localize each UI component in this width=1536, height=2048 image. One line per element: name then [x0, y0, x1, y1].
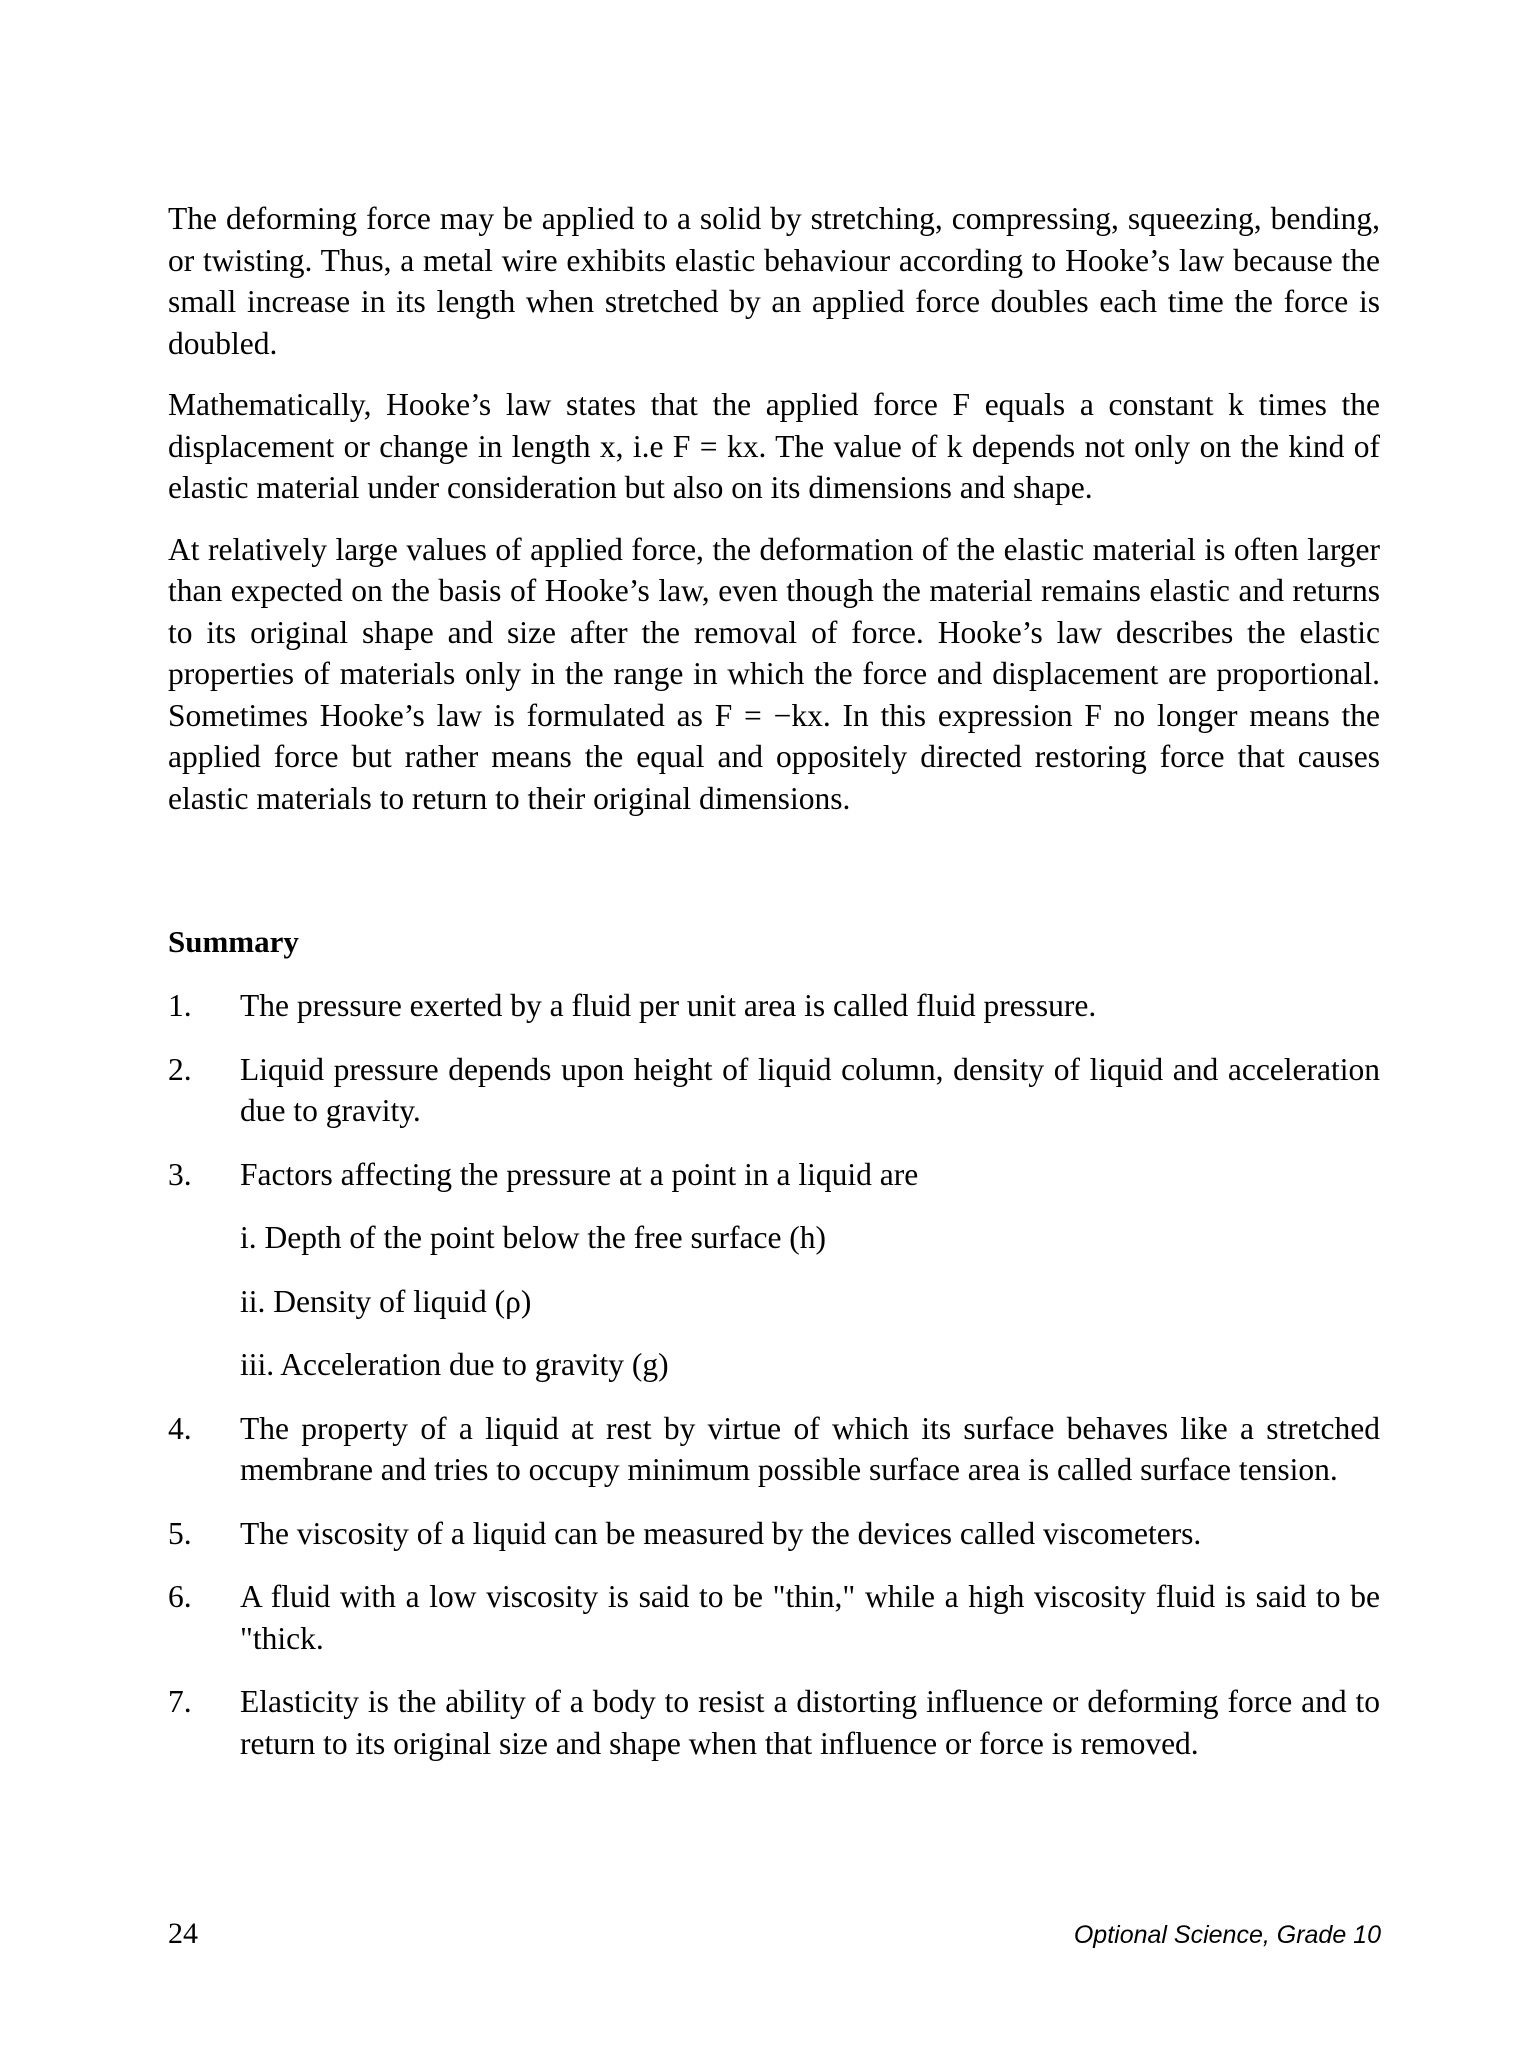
summary-item-text: The pressure exerted by a fluid per unit area is called fluid pressure.: [240, 988, 1097, 1023]
summary-item-number: 4.: [168, 1410, 192, 1446]
summary-subitem-i: i. Depth of the point below the free surface (h): [240, 1220, 827, 1255]
summary-item-3: [168, 1154, 1380, 1386]
body-paragraph-2: Mathematically, Hooke’s law states that the applied force F equals a constant k times the displacement or change in length x, i.e F = kx. The value of k depends not only on the kind of elastic material under consideration but also on its dimensions and shape.: [168, 387, 1380, 505]
summary-item-text: The property of a liquid at rest by virtue of which its surface behaves like a stretched membrane and tries to occupy minimum possible surface area is called surface tension.: [240, 1410, 1380, 1487]
summary-item-number: 5.: [168, 1515, 192, 1551]
summary-item-3-sublist: [240, 1217, 1380, 1386]
page-content: [168, 198, 1380, 1764]
summary-item-1: [168, 985, 1380, 1027]
summary-item-text: The viscosity of a liquid can be measured by the devices called viscometers.: [240, 1515, 1202, 1551]
summary-item-number: 6.: [168, 1579, 192, 1614]
summary-item-number: 7.: [168, 1684, 192, 1719]
page-number: 24: [168, 1917, 198, 1950]
summary-item-number: 3.: [168, 1156, 192, 1192]
summary-heading: Summary: [168, 924, 299, 959]
summary-section: [168, 923, 1380, 1764]
summary-item-4: [168, 1408, 1380, 1491]
summary-item-6: [168, 1576, 1380, 1659]
body-paragraph-3: At relatively large values of applied force, the deformation of the elastic material is often larger than expected on the basis of Hooke’s law, even though the material remains elastic and returns to its original shape and size after the removal of force. Hooke’s law describes the elastic properties of materials only in the range in which the force and displacement are proportional. Sometimes Hooke’s law is formulated as F = −kx. In this expression F no longer means the applied force but rather means the equal and oppositely directed restoring force that causes elastic materials to return to their original dimensions.: [168, 531, 1380, 816]
page-footer: [168, 1916, 1381, 1952]
summary-item-2: [168, 1049, 1380, 1132]
footer-book-title: Optional Science, Grade 10: [1073, 1921, 1381, 1949]
summary-item-number: 1.: [168, 988, 192, 1023]
summary-item-text: Elasticity is the ability of a body to resist a distorting influence or deforming force and to return to its original size and shape when that influence or force is removed.: [240, 1684, 1380, 1761]
summary-item-text: Liquid pressure depends upon height of liquid column, density of liquid and acceleration due to gravity.: [240, 1051, 1380, 1128]
summary-item-number: 2.: [168, 1051, 192, 1087]
summary-list: [168, 985, 1380, 1764]
summary-item-text: A fluid with a low viscosity is said to be "thin," while a high viscosity fluid is said to be "thick.: [240, 1579, 1380, 1656]
summary-item-text: Factors affecting the pressure at a point in a liquid are: [240, 1156, 919, 1192]
summary-subitem-ii: ii. Density of liquid (ρ): [240, 1283, 532, 1319]
summary-item-7: [168, 1681, 1380, 1764]
summary-item-5: [168, 1513, 1380, 1555]
body-paragraph-1: The deforming force may be applied to a solid by stretching, compressing, squeezing, bending, or twisting. Thus, a metal wire exhibits elastic behaviour according to Hooke’s law because the small increase in its length when stretched by an applied force doubles each time the force is doubled.: [168, 201, 1380, 361]
summary-subitem-iii: iii. Acceleration due to gravity (g): [240, 1347, 669, 1382]
